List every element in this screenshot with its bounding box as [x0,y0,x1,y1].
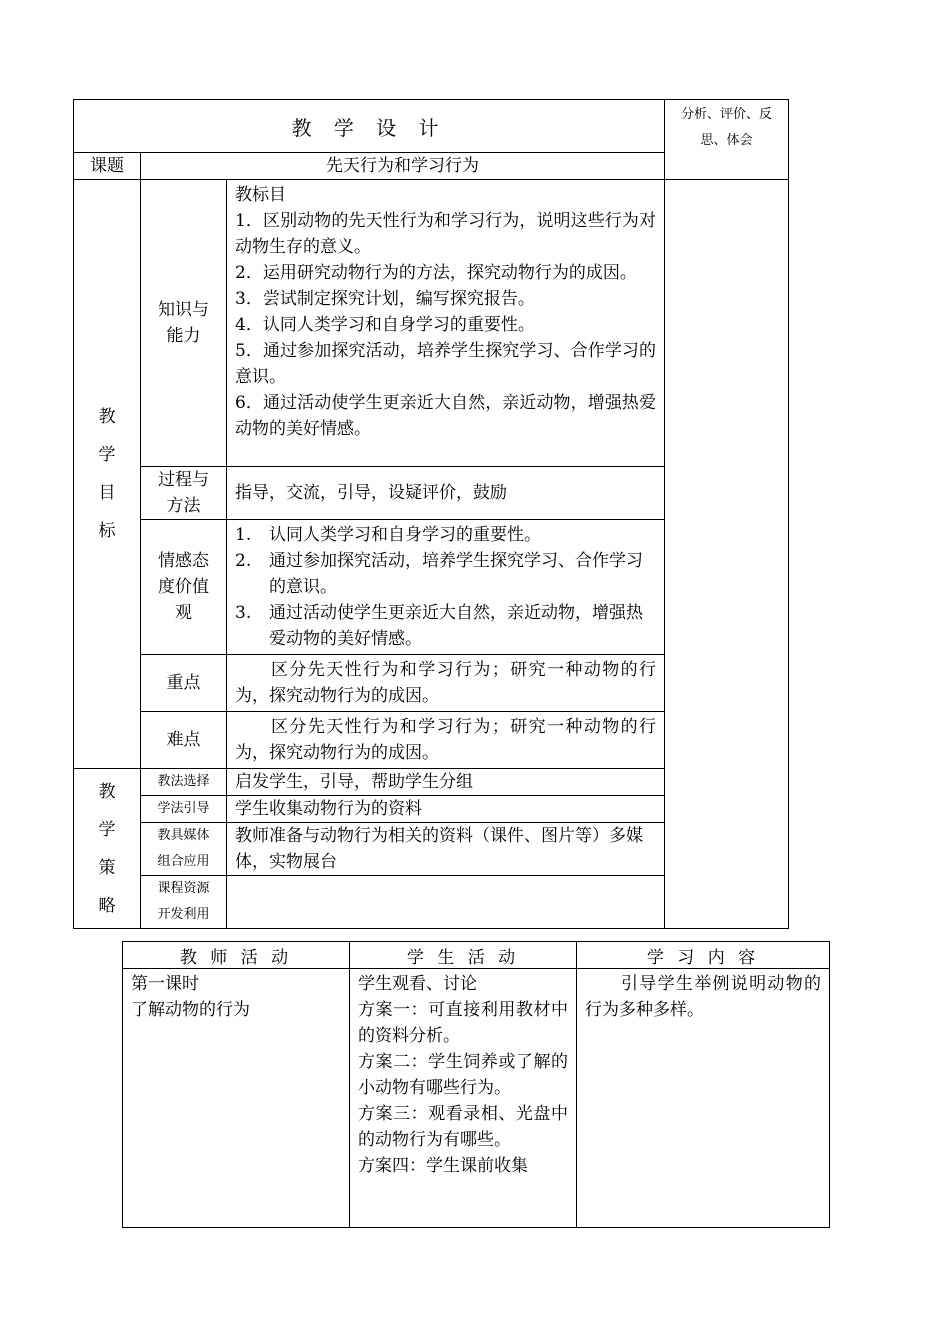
knowledge-label-line: 知识与 [158,300,209,320]
media-label [141,823,227,876]
knowledge-line: 3．尝试制定探究计划，编写探究报告。 [235,289,535,309]
key-point-label: 重点 [141,655,227,712]
knowledge-label-line: 能力 [166,326,201,346]
strategy-group-label [74,769,141,929]
emotion-content [227,520,665,655]
knowledge-line: 5．通过参加探究活动，培养学生探究学习、合作学习的意识。 [235,341,657,387]
teacher-activity-line: 第一课时 [131,974,199,994]
teacher-activity-cell [123,969,350,1228]
objectives-char: 学 [98,445,116,465]
process-label-line: 过程与 [158,470,209,490]
knowledge-line: 教标目 [235,185,286,205]
student-activity-line: 学生观看、讨论 [358,974,477,994]
activities-table [122,941,830,1228]
resources-label-line: 课程资源 [157,881,210,896]
key-point-value: 区分先天性行为和学习行为；研究一种动物的行为，探究动物行为的成因。 [227,655,665,712]
resources-label-line: 开发利用 [157,907,210,922]
knowledge-line: 4．认同人类学习和自身学习的重要性。 [235,315,535,335]
knowledge-line: 1．区别动物的先天性行为和学习行为，说明这些行为对动物生存的意义。 [235,211,657,257]
objectives-char: 目 [98,483,116,503]
strategy-char: 学 [98,819,116,840]
emotion-item-text: 通过参加探究活动，培养学生探究学习、合作学习的意识。 [269,551,643,597]
strategy-char: 策 [98,857,116,878]
knowledge-content [227,180,665,467]
method-label: 教法选择 [141,769,227,796]
emotion-label-line: 度价值 [158,577,209,597]
difficulty-value: 区分先天性行为和学习行为；研究一种动物的行为，探究动物行为的成因。 [227,712,665,769]
student-activity-line: 方案三：观看录相、光盘中的动物行为有哪些。 [358,1104,568,1150]
knowledge-line: 6．通过活动使学生更亲近大自然，亲近动物，增强热爱动物的美好情感。 [235,393,657,439]
process-value: 指导，交流，引导，设疑评价，鼓励 [227,467,665,520]
emotion-label-line: 观 [175,603,192,623]
strategy-char: 教 [98,781,116,802]
objectives-char: 教 [98,407,116,427]
knowledge-label [141,180,227,467]
difficulty-label: 难点 [141,712,227,769]
objectives-char: 标 [98,521,116,541]
emotion-list [235,522,656,652]
process-label [141,467,227,520]
resources-value [227,876,665,929]
topic-value: 先天行为和学习行为 [141,153,665,180]
emotion-item-number: 3. [235,603,252,623]
emotion-item [235,600,656,652]
side-note-text: 分析、评价、反思、体会 [681,107,773,148]
teacher-activity-line: 了解动物的行为 [131,1000,250,1020]
teacher-activity-header: 教 师 活 动 [123,942,350,969]
student-activity-line: 方案二：学生饲养或了解的小动物有哪些行为。 [358,1052,568,1098]
strategy-char: 略 [98,895,116,916]
teaching-design-table [73,99,789,929]
emotion-label [141,520,227,655]
student-activity-line: 方案一：可直接利用教材中的资料分析。 [358,1000,568,1046]
emotion-item-number: 2. [235,551,252,571]
learning-content-header: 学 习 内 容 [577,942,830,969]
media-label-line: 组合应用 [157,854,210,869]
emotion-item-text: 认同人类学习和自身学习的重要性。 [269,525,541,545]
resources-label [141,876,227,929]
emotion-item [235,522,656,548]
emotion-label-line: 情感态 [158,551,209,571]
side-note-column [665,180,789,929]
student-activity-header: 学 生 活 动 [350,942,577,969]
student-activity-cell [350,969,577,1228]
topic-label: 课题 [74,153,141,180]
media-value: 教师准备与动物行为相关的资料（课件、图片等）多媒体，实物展台 [227,823,665,876]
media-label-line: 教具媒体 [157,828,210,843]
method-value: 启发学生，引导，帮助学生分组 [227,769,665,796]
emotion-item-number: 1. [235,525,252,545]
student-activity-line: 方案四：学生课前收集 [358,1156,528,1176]
process-label-line: 方法 [166,496,201,516]
emotion-item-text: 通过活动使学生更亲近大自然，亲近动物，增强热爱动物的美好情感。 [269,603,643,649]
objectives-group-label [74,180,141,769]
design-title: 教 学 设 计 [74,100,665,153]
learning-value: 学生收集动物行为的资料 [227,796,665,823]
knowledge-line: 2．运用研究动物行为的方法，探究动物行为的成因。 [235,263,637,283]
emotion-item [235,548,656,600]
side-note-header [665,100,789,180]
learning-label: 学法引导 [141,796,227,823]
learning-content-cell: 引导学生举例说明动物的行为多种多样。 [577,969,830,1228]
